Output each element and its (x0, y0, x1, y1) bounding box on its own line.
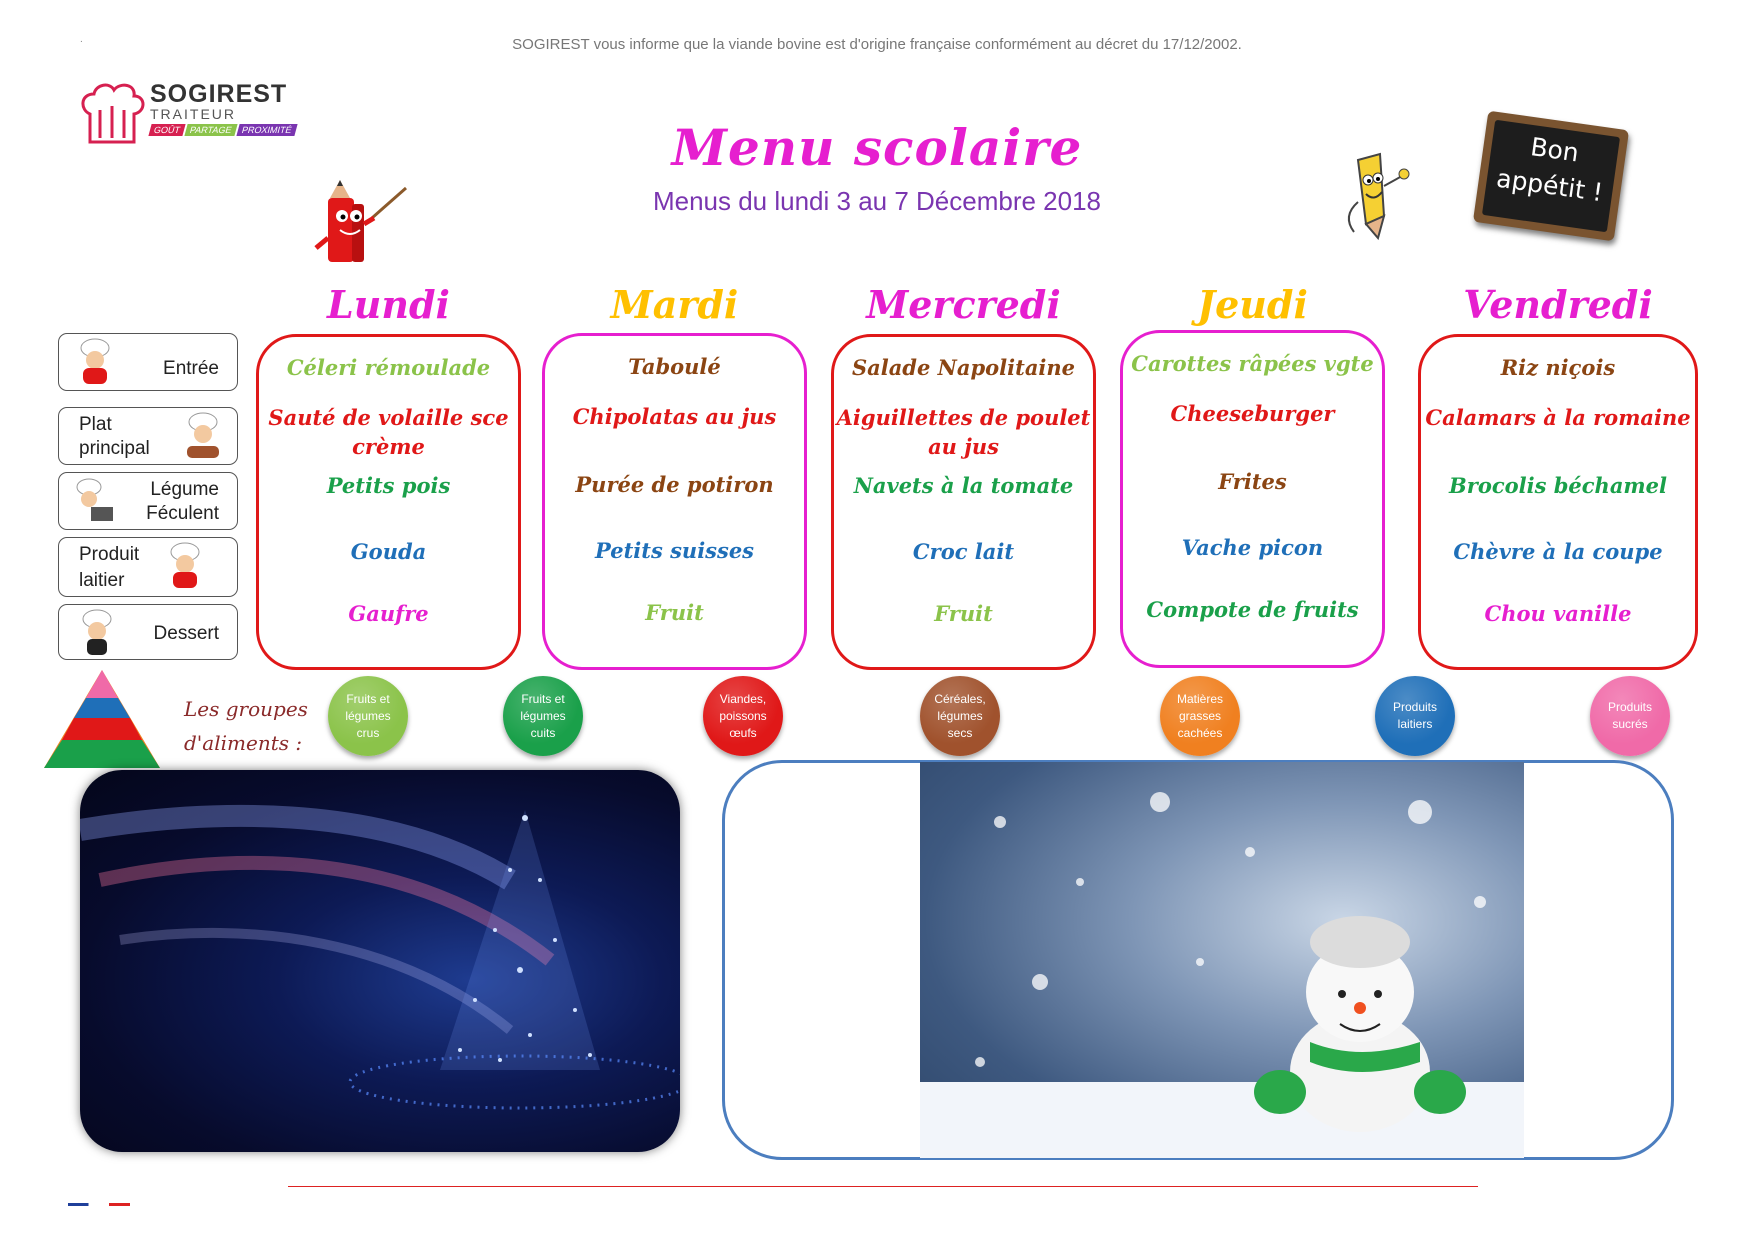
footer-divider (288, 1186, 1478, 1187)
row-label-text: Dessert (153, 623, 219, 644)
dish: Gouda (350, 539, 427, 564)
food-group-line: secs (947, 725, 973, 740)
dish: Cheeseburger (1170, 401, 1335, 426)
day-heading: Lundi (327, 282, 450, 327)
christmas-tree-icon (80, 770, 680, 1152)
dish: Riz niçois (1500, 355, 1616, 380)
food-pyramid-icon (42, 668, 162, 770)
row-label-plat (58, 407, 238, 465)
dish: Chipolatas au jus (572, 404, 777, 429)
row-label-legume (58, 472, 238, 530)
day-column (542, 333, 807, 670)
row-label-text: Plat (79, 414, 112, 435)
row-label-text: Entrée (163, 358, 219, 379)
chef-icon (75, 609, 119, 657)
day-column (1120, 330, 1385, 668)
dish: Taboulé (628, 354, 721, 379)
origin-notice: SOGIREST vous informe que la viande bovine est d'origine française conformément au décret du 17/12/2002. (512, 36, 1242, 53)
dish: Carottes râpées vgte (1131, 351, 1374, 376)
row-label-entree (58, 333, 238, 391)
logo-brand: SOGIREST (150, 80, 288, 108)
row-label-text: laitier (79, 570, 125, 591)
logo-subbrand: TRAITEUR (150, 106, 236, 122)
dish: Petits pois (326, 473, 451, 498)
dish: Compote de fruits (1146, 597, 1359, 622)
food-group-line: légumes (345, 708, 391, 723)
food-group-line: Matières (1176, 691, 1223, 706)
food-group-line: laitiers (1397, 717, 1433, 731)
food-group-badge (503, 676, 583, 756)
dish: Fruit (645, 600, 704, 625)
day-column (1418, 334, 1698, 670)
dish: Navets à la tomate (853, 473, 1074, 498)
dish: Gaufre (348, 601, 429, 626)
slate-line-2: appétit ! (1494, 163, 1605, 208)
food-group-line: Viandes, (719, 691, 767, 706)
chef-icon (163, 542, 207, 590)
day-heading: Vendredi (1463, 282, 1653, 327)
dish: Fruit (934, 601, 993, 626)
food-group-line: Fruits et (346, 691, 390, 706)
food-group-line: sucrés (1612, 717, 1648, 731)
dish: Calamars à la romaine (1425, 405, 1691, 430)
dish: Salade Napolitaine (851, 355, 1076, 380)
food-group-line: Fruits et (521, 691, 565, 706)
food-group-badge (703, 676, 783, 756)
dish: Aiguillettes de poulet au jus (836, 405, 1091, 459)
slate-line-1: Bon (1528, 132, 1581, 168)
food-group-badge (1375, 676, 1455, 756)
food-group-badge (1160, 676, 1240, 756)
page-title: Menu scolaire (671, 118, 1083, 177)
food-group-line: légumes (520, 708, 566, 723)
chef-icon (71, 477, 115, 525)
food-group-badge (1590, 676, 1670, 756)
dish: Chèvre à la coupe (1453, 539, 1663, 564)
food-group-line: légumes (937, 708, 983, 723)
dish: Vache picon (1181, 535, 1324, 560)
dish: Chou vanille (1484, 601, 1632, 626)
food-group-line: Céréales, (934, 691, 986, 706)
food-group-line: crus (356, 725, 380, 740)
day-heading: Mardi (610, 282, 739, 327)
row-label-text: Féculent (146, 503, 219, 524)
food-group-badge (920, 676, 1000, 756)
food-group-line: cuits (530, 725, 556, 740)
food-groups-label: Les groupes d'aliments : (184, 697, 308, 755)
christmas-tree-image (80, 770, 680, 1152)
dish: Petits suisses (595, 538, 754, 563)
food-group-line: œufs (729, 725, 757, 740)
snowman-image (920, 762, 1524, 1158)
dish: Sauté de volaille sce crème (268, 405, 509, 459)
red-pencil-mascot-icon (312, 178, 412, 272)
dish: Frites (1218, 469, 1287, 494)
day-heading: Mercredi (866, 282, 1061, 327)
food-group-line: poissons (719, 708, 767, 723)
chef-icon (181, 412, 225, 460)
snowman-icon (920, 762, 1524, 1158)
logo-tag: GOÛT (148, 124, 185, 136)
food-group-line: Produits (1607, 700, 1653, 714)
logo-tag: PARTAGE (184, 124, 237, 136)
food-group-line: cachées (1177, 725, 1223, 740)
row-label-dessert (58, 604, 238, 660)
row-label-laitier (58, 537, 238, 597)
page-subtitle: Menus du lundi 3 au 7 Décembre 2018 (652, 186, 1102, 216)
food-group-line: grasses (1178, 708, 1221, 723)
yellow-pencil-mascot-icon (1340, 146, 1420, 246)
food-group-line: Produits (1392, 700, 1438, 714)
bon-appetit-slate (1473, 111, 1629, 242)
flag-mark (68, 1203, 130, 1206)
day-column (831, 334, 1096, 670)
row-label-text: Produit (79, 544, 140, 565)
row-label-text: principal (79, 438, 150, 459)
day-column (256, 334, 521, 670)
dish: Brocolis béchamel (1449, 473, 1667, 498)
chef-icon (73, 338, 117, 386)
dish: Croc lait (912, 539, 1015, 564)
row-label-text: Légume (150, 479, 219, 500)
corner-mark: . (80, 34, 83, 45)
dish: Céleri rémoulade (286, 355, 491, 380)
food-group-badge (328, 676, 408, 756)
day-heading: Jeudi (1197, 282, 1308, 327)
logo-tag: PROXIMITÉ (236, 124, 297, 136)
dish: Purée de potiron (575, 472, 774, 497)
